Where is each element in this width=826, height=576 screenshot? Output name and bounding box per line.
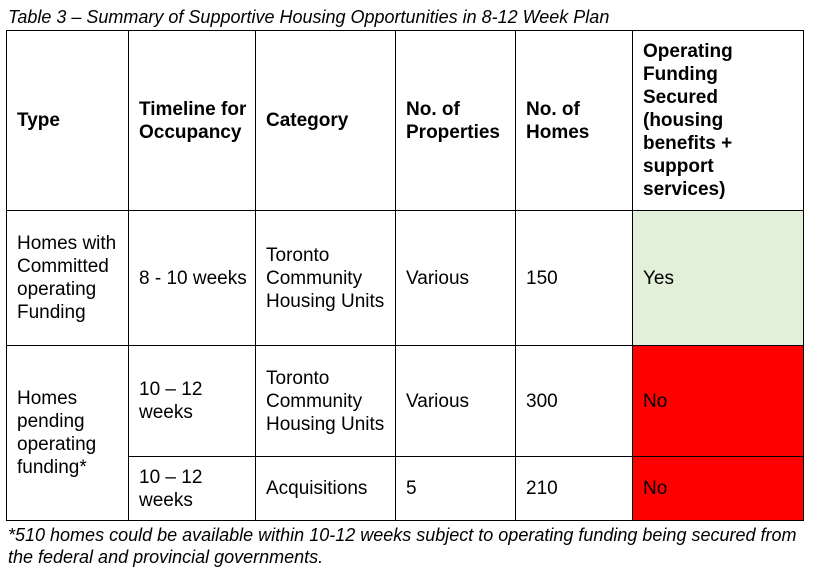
cell-type: Homes pending operating funding* [7, 346, 129, 521]
cell-funding-status: No [633, 346, 804, 457]
header-type: Type [7, 31, 129, 211]
table-footnote: *510 homes could be available within 10-12 weeks subject to operating funding being secured from the federal and provincial governments. [8, 525, 797, 567]
header-homes: No. of Homes [516, 31, 633, 211]
supportive-housing-table [6, 30, 804, 521]
cell-category: Acquisitions [256, 457, 396, 521]
cell-properties: 5 [396, 457, 516, 521]
table-header-row [7, 31, 804, 211]
cell-homes: 150 [516, 211, 633, 346]
cell-timeline: 8 - 10 weeks [129, 211, 256, 346]
cell-homes: 300 [516, 346, 633, 457]
table-row [7, 211, 804, 346]
cell-timeline: 10 – 12 weeks [129, 457, 256, 521]
cell-category: Toronto Community Housing Units [256, 346, 396, 457]
header-funding: Operating Funding Secured (housing benefits + support services) [633, 31, 804, 211]
cell-funding-status: Yes [633, 211, 804, 346]
header-properties: No. of Properties [396, 31, 516, 211]
cell-homes: 210 [516, 457, 633, 521]
table-row [7, 346, 804, 457]
cell-properties: Various [396, 211, 516, 346]
table-caption: Table 3 – Summary of Supportive Housing Opportunities in 8-12 Week Plan [8, 7, 610, 27]
cell-properties: Various [396, 346, 516, 457]
header-category: Category [256, 31, 396, 211]
cell-timeline: 10 – 12 weeks [129, 346, 256, 457]
cell-funding-status: No [633, 457, 804, 521]
header-timeline: Timeline for Occupancy [129, 31, 256, 211]
cell-type: Homes with Committed operating Funding [7, 211, 129, 346]
cell-category: Toronto Community Housing Units [256, 211, 396, 346]
